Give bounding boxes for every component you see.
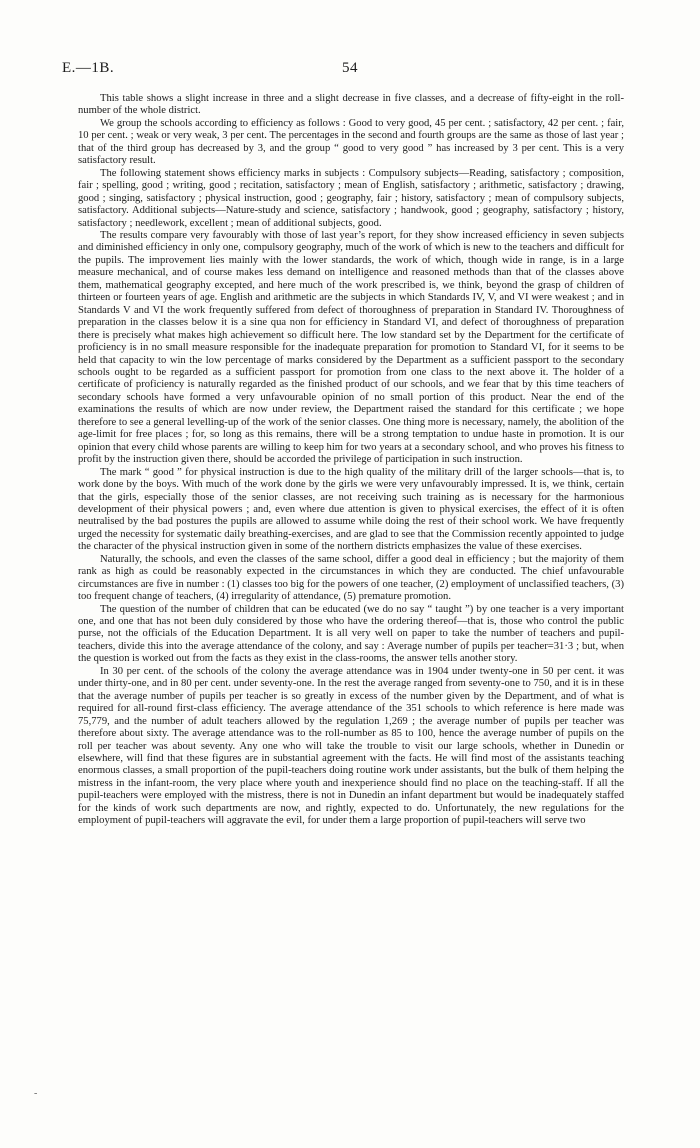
- page-header: [62, 60, 638, 80]
- paragraph: Naturally, the schools, and even the classes of the same school, differ a good deal in efficiency ; but the majority of them rank as high as could be reasonably expected in the circumstances in which they are conducted. The chief unfavourable circumstances are five in number : (1) classes too big for the powers of one teacher, (2) employment of unclassified teachers, (3) too frequent change of teachers, (4) irregularity of attendance, (5) premature promotion.: [78, 553, 624, 603]
- paragraph: The question of the number of children that can be educated (we do no say “ taught ”) by one teacher is a very important one, and one that has not been duly considered by those who have the ordering thereof—that is, those who control the public purse, not the officials of the Education Department. It is all very well on paper to take the number of teachers and pupil-teachers, divide this into the average attendance of the colony, and say : Average number of pupils per teacher=31·3 ; but, when the question is worked out from the facts as they exist in the class-rooms, the answer tells another story.: [78, 603, 624, 665]
- document-reference: E.—1B.: [62, 60, 115, 76]
- paragraph: The results compare very favourably with those of last year’s report, for they show increased efficiency in seven subjects and diminished efficiency in only one, compulsory geography, much of the work of which is new to the teachers and difficult for the pupils. The improvement lies mainly with the lower standards, the work of which, though wide in range, is in a large measure mechanical, and of course makes less demand on intelligence and reasoned methods than that of the classes above them, mathematical geography excepted, and here much of the work prescribed is, we think, beyond the grasp of children of thirteen or fourteen years of age. English and arithmetic are the subjects in which Standards IV, V, and VI were weakest ; and in Standards V and VI the work frequently suffered from defect of thoroughness of preparation in Standard IV. Thoroughness of preparation in the classes below it is a sine qua non for efficiency in Standard VI, and defect of thoroughness of preparation there is precisely what makes high achievement so difficult here. The low standard set by the Department for the certificate of proficiency is in no small measure responsible for the inadequate preparation for promotion to Standard VI, for it seems to be held that capacity to win the low percentage of marks considered by the Department as a sufficient passport to the secondary schools ought to be regarded as a sufficient passport for promotion from one class to the next above it. The holder of a certificate of proficiency is naturally regarded as the finished product of our schools, and we fear that by this time teachers of secondary schools have formed a very unfavourable opinion of no small portion of this product. Near the end of the examinations the results of which are now under review, the Department raised the standard for this certificate ; we hope therefore to see a general levelling-up of the work of the senior classes. One thing more is necessary, namely, the abolition of the age-limit for free places ; for, so long as this remains, there will be a strong temptation to undue haste in promotion. It is our opinion that every child whose parents are willing to keep him for two years at a secondary school, and who proves his fitness to profit by the instruction given there, should be accorded the privilege of participation in such instruction.: [78, 229, 624, 466]
- document-body: [78, 93, 624, 828]
- page-number: 54: [342, 60, 358, 76]
- paragraph: The mark “ good ” for physical instruction is due to the high quality of the military drill of the larger schools—that is, to work done by the boys. With much of the work done by the girls we were very unfavourably impressed. It is, we think, certain that the girls, especially those of the senior classes, are not receiving such training as is necessary for the harmonious development of their physical powers ; and, even where due attention is given to physical exercises, the effect of it is often neutralised by the bad postures the pupils are allowed to assume while doing the rest of their school work. We have frequently urged the necessity for systematic daily breathing-exercises, and are glad to see that the Commission recently appointed to judge the character of the physical instruction given in some of the northern districts emphasizes the value of these exercises.: [78, 466, 624, 553]
- paragraph: We group the schools according to efficiency as follows : Good to very good, 45 per cent. ; satisfactory, 42 per cent. ; fair, 10 per cent. ; weak or very weak, 3 per cent. The percentages in the second and fourth groups are the same as those of last year ; that of the third group has decreased by 3, and the group “ good to very good ” has increased by 3 per cent. This is a very satisfactory result.: [78, 117, 624, 167]
- paragraph: In 30 per cent. of the schools of the colony the average attendance was in 1904 under twenty-one in 50 per cent. it was under thirty-one, and in 80 per cent. under seventy-one. In the rest the average ranged from seventy-one to 750, and it is in these that the average number of pupils per teacher is so greatly in excess of the number given by the Department, and of what is required for all-round first-class efficiency. The average attendance of the 351 schools to which reference is here made was 75,779, and the number of adult teachers allowed by the regulation 1,269 ; the average number of pupils per teacher was therefore about sixty. The average attendance was to the roll-number as 85 to 100, hence the average number of pupils on the roll per teacher was about seventy. Any one who will take the trouble to visit our large schools, whether in Dunedin or elsewhere, will find that these figures are in substantial agreement with the facts. He will find most of the assistants teaching enormous classes, a small proportion of the pupil-teachers doing routine work under assistants, but the bulk of them helping the mistress in the infant-room, the very place where youth and inexperience should find no place on the teaching-staff. If all the pupil-teachers were employed with the mistress, there is not in Dunedin an infant department but would be inadequately staffed for the kinds of work such departments are now, and rightly, expected to do. Unfortunately, the new regulations for the employment of pupil-teachers will aggravate the evil, for under them a large proportion of pupil-teachers will serve two: [78, 665, 624, 827]
- margin-mark: -: [34, 1088, 38, 1099]
- paragraph: The following statement shows efficiency marks in subjects : Compulsory subjects—Reading, satisfactory ; composition, fair ; spelling, good ; writing, good ; recitation, satisfactory ; mean of English, satisfactory ; arithmetic, satisfactory ; drawing, good ; singing, satisfactory ; physical instruction, good ; geography, fair ; history, satisfactory ; mean of compulsory subjects, satisfactory. Additional subjects—Nature-study and science, satisfactory ; handwook, good ; geography, satisfactory ; history, satisfactory ; needlework, excellent ; mean of additional subjects, good.: [78, 167, 624, 229]
- paragraph: This table shows a slight increase in three and a slight decrease in five classes, and a decrease of fifty-eight in the roll-number of the whole district.: [78, 93, 624, 117]
